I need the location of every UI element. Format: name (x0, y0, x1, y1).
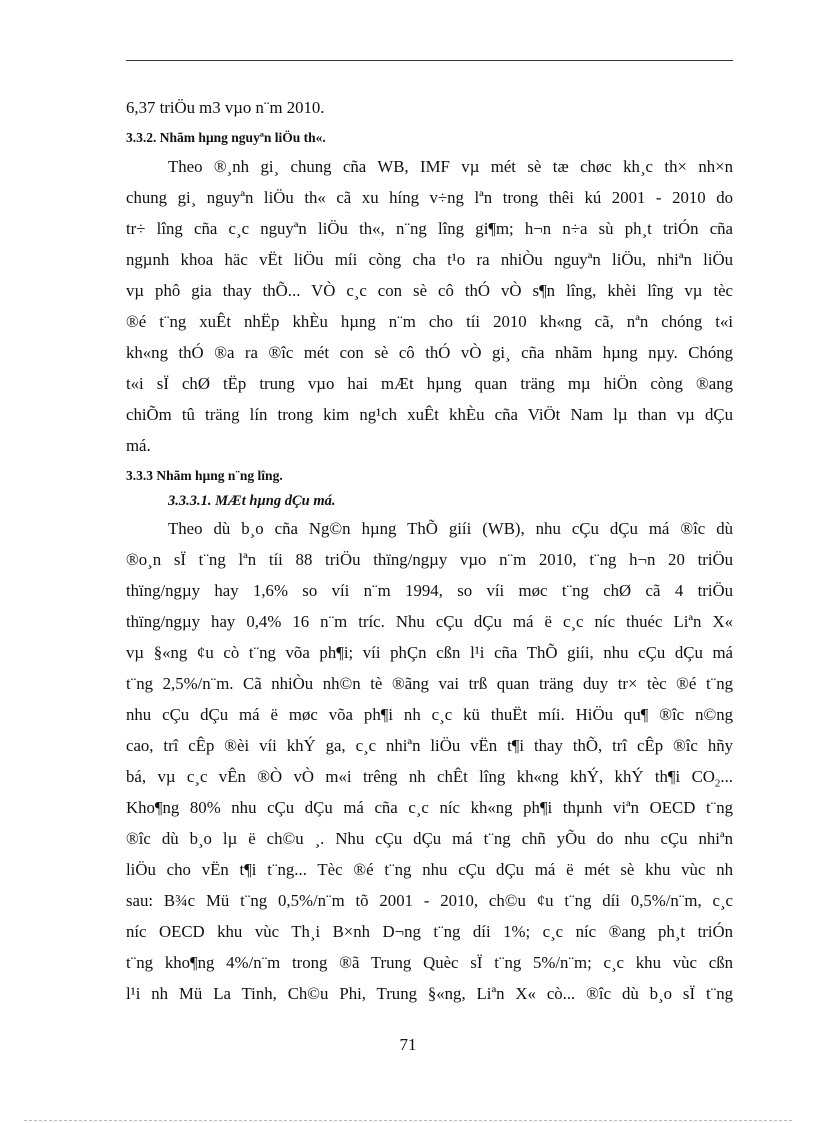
paragraph-line: liÖu cho vËn t¶i t¨ng... Tèc ®é t¨ng nhu cÇu dÇu má ë mét sè khu vùc nh (126, 860, 733, 879)
paragraph-line: ngµnh khoa häc vËt liÖu míi còng cha t¹o ra nhiÒu nguyªn liÖu, nhiªn liÖu (126, 250, 733, 269)
paragraph-line: nhu cÇu dÇu má ë møc võa ph¶i nh c¸c kü thuËt míi. HiÖu qu¶ ®îc n©ng (126, 705, 733, 724)
paragraph-first-line: Theo ®¸nh gi¸ chung cña WB, IMF vµ mét sè tæ chøc kh¸c th× nh×n (168, 157, 733, 176)
paragraph-line: ®o¸n sÏ t¨ng lªn tíi 88 triÖu thïng/ngµy vµo n¨m 2010, t¨ng h¬n 20 triÖu (126, 550, 733, 569)
line-suffix: ... (720, 767, 733, 786)
paragraph-line: 6,37 triÖu m3 vµo n¨m 2010. (126, 98, 325, 117)
section-heading: 3.3.2. Nhãm hµng nguyªn liÖu th«. (126, 130, 326, 145)
paragraph-line (126, 761, 733, 792)
paragraph-first-line: Theo dù b¸o cña Ng©n hµng ThÕ giíi (WB), nhu cÇu dÇu má ®îc dù (168, 519, 733, 538)
paragraph-line: t«i sÏ chØ tËp trung vµo hai mÆt hµng quan träng mµ hiÖn còng ®ang (126, 374, 733, 393)
paragraph-line: ®é t¨ng xuÊt nhËp khÈu hµng n¨m cho tíi 2010 kh«ng cã, nªn chóng t«i (126, 312, 733, 331)
body-text (126, 92, 733, 1009)
paragraph-line: l¹i nh Mü La Tinh, Ch©u Phi, Trung §«ng, Liªn X« cò... ®îc dù b¸o sÏ t¨ng (126, 984, 733, 1003)
paragraph-line: sau: B¾c Mü t¨ng 0,5%/n¨m tõ 2001 - 2010, ch©u ¢u t¨ng díi 0,5%/n¨m, c¸c (126, 891, 733, 910)
paragraph-line: níc OECD khu vùc Th¸i B×nh D¬ng t¨ng díi 1%; c¸c níc ®ang ph¸t triÓn (126, 922, 733, 941)
paragraph-line: cao, trî cÊp ®èi víi khÝ ga, c¸c nhiªn liÖu vËn t¶i thay thÕ, trî cÊp ®îc hñy (126, 736, 733, 755)
paragraph-line: Kho¶ng 80% nhu cÇu dÇu má cña c¸c níc kh«ng ph¶i thµnh viªn OECD t¨ng (126, 798, 733, 817)
paragraph-line: thïng/ngµy hay 1,6% so víi n¨m 1994, so víi møc t¨ng chØ cã 4 triÖu (126, 581, 733, 600)
paragraph-line: t¨ng 2,5%/n¨m. Cã nhiÒu nh©n tè ®ãng vai trß quan träng duy tr× tèc ®é t¨ng (126, 674, 733, 693)
paragraph-line: chiÕm tû träng lín trong kim ng¹ch xuÊt khÈu cña ViÖt Nam lµ than vµ dÇu (126, 405, 733, 424)
section-heading: 3.3.3 Nhãm hµng n¨ng lîng. (126, 468, 283, 483)
paragraph-line: t¨ng kho¶ng 4%/n¨m trong ®ã Trung Quèc sÏ t¨ng 5%/n¨m; c¸c khu vùc cßn (126, 953, 733, 972)
paragraph-line: thïng/ngµy hay 0,4% 16 n¨m tríc. Nhu cÇu dÇu má ë c¸c níc thuéc Liªn X« (126, 612, 733, 631)
line-text: bá, vµ c¸c vÊn ®Ò vÒ m«i trêng nh chÊt lîng kh«ng khÝ, khÝ th¶i CO (126, 767, 715, 786)
paragraph-line: vµ phô gia thay thÕ... VÒ c¸c con sè cô thÓ vÒ s¶n lîng, khèi lîng vµ tèc (126, 281, 733, 300)
co2-subscript: 2 (714, 777, 721, 790)
paragraph-line: má. (126, 436, 151, 455)
paragraph-line: vµ §«ng ¢u cò t¨ng võa ph¶i; víi phÇn cßn l¹i cña ThÕ giíi, nhu cÇu dÇu má (126, 643, 733, 662)
footer-divider (24, 1120, 792, 1121)
page-number: 71 (399, 1035, 417, 1054)
paragraph-line: kh«ng thÓ ®a ra ®îc mét con sè cô thÓ vÒ gi¸ cña nhãm hµng nµy. Chóng (126, 343, 733, 362)
paragraph-line: ®îc dù b¸o lµ ë ch©u ¸. Nhu cÇu dÇu má t¨ng chñ yÕu do nhu cÇu nhiªn (126, 829, 733, 848)
paragraph-line: chung gi¸ nguyªn liÖu th« cã xu híng v÷ng lªn trong thêi kú 2001 - 2010 do (126, 188, 733, 207)
paragraph-line: tr÷ lîng cña c¸c nguyªn liÖu th«, n¨ng lîng gi¶m; h¬n n÷a sù ph¸t triÓn cña (126, 219, 733, 238)
subsection-heading: 3.3.3.1. MÆt hµng dÇu má. (168, 493, 336, 509)
header-rule (126, 60, 733, 61)
